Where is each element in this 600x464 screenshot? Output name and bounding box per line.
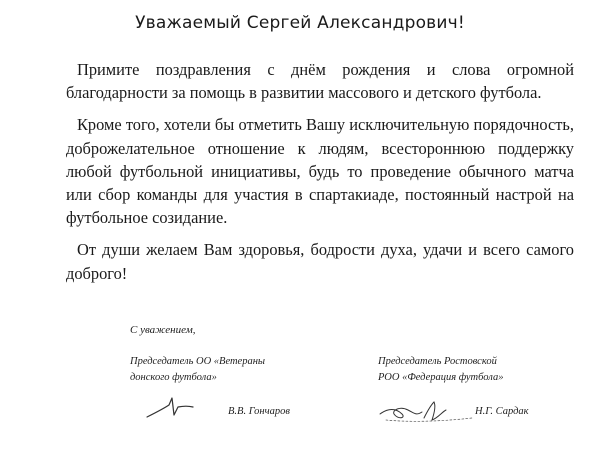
right-title-line2: РОО «Федерация футбола» (378, 372, 504, 383)
right-handwritten-signature (376, 398, 476, 424)
right-signatory-title (378, 354, 503, 386)
right-signatory-name: Н.Г. Сардак (475, 406, 529, 417)
body-paragraph: Примите поздравления с днём рождения и слова огромной благодарности за помощь в развитии массового и детского футбола. (66, 60, 574, 103)
right-title-line1: Председатель Ростовской (378, 356, 497, 367)
body-paragraph: От души желаем Вам здоровья, бодрости духа, удачи и всего самого доброго! (66, 240, 574, 283)
body-paragraph: Кроме того, хотели бы отметить Вашу исключительную порядочность, доброжелательное отношение к людям, всестороннюю поддержку любой футбольной инициативы, будь то проведение обычного матча или сбор команды для участия в спартакиаде, постоянный настрой на футбольное созидание. (66, 115, 574, 228)
left-title-line1: Председатель ОО «Ветераны (130, 356, 266, 367)
left-signatory-title (130, 354, 265, 386)
closing-regards: С уважением, (130, 324, 196, 336)
letter-body (66, 58, 574, 294)
letter-greeting: Уважаемый Сергей Александрович! (135, 13, 465, 33)
left-title-line2: донского футбола» (130, 372, 217, 383)
left-signatory-name: В.В. Гончаров (228, 406, 290, 417)
left-handwritten-signature (145, 395, 195, 421)
